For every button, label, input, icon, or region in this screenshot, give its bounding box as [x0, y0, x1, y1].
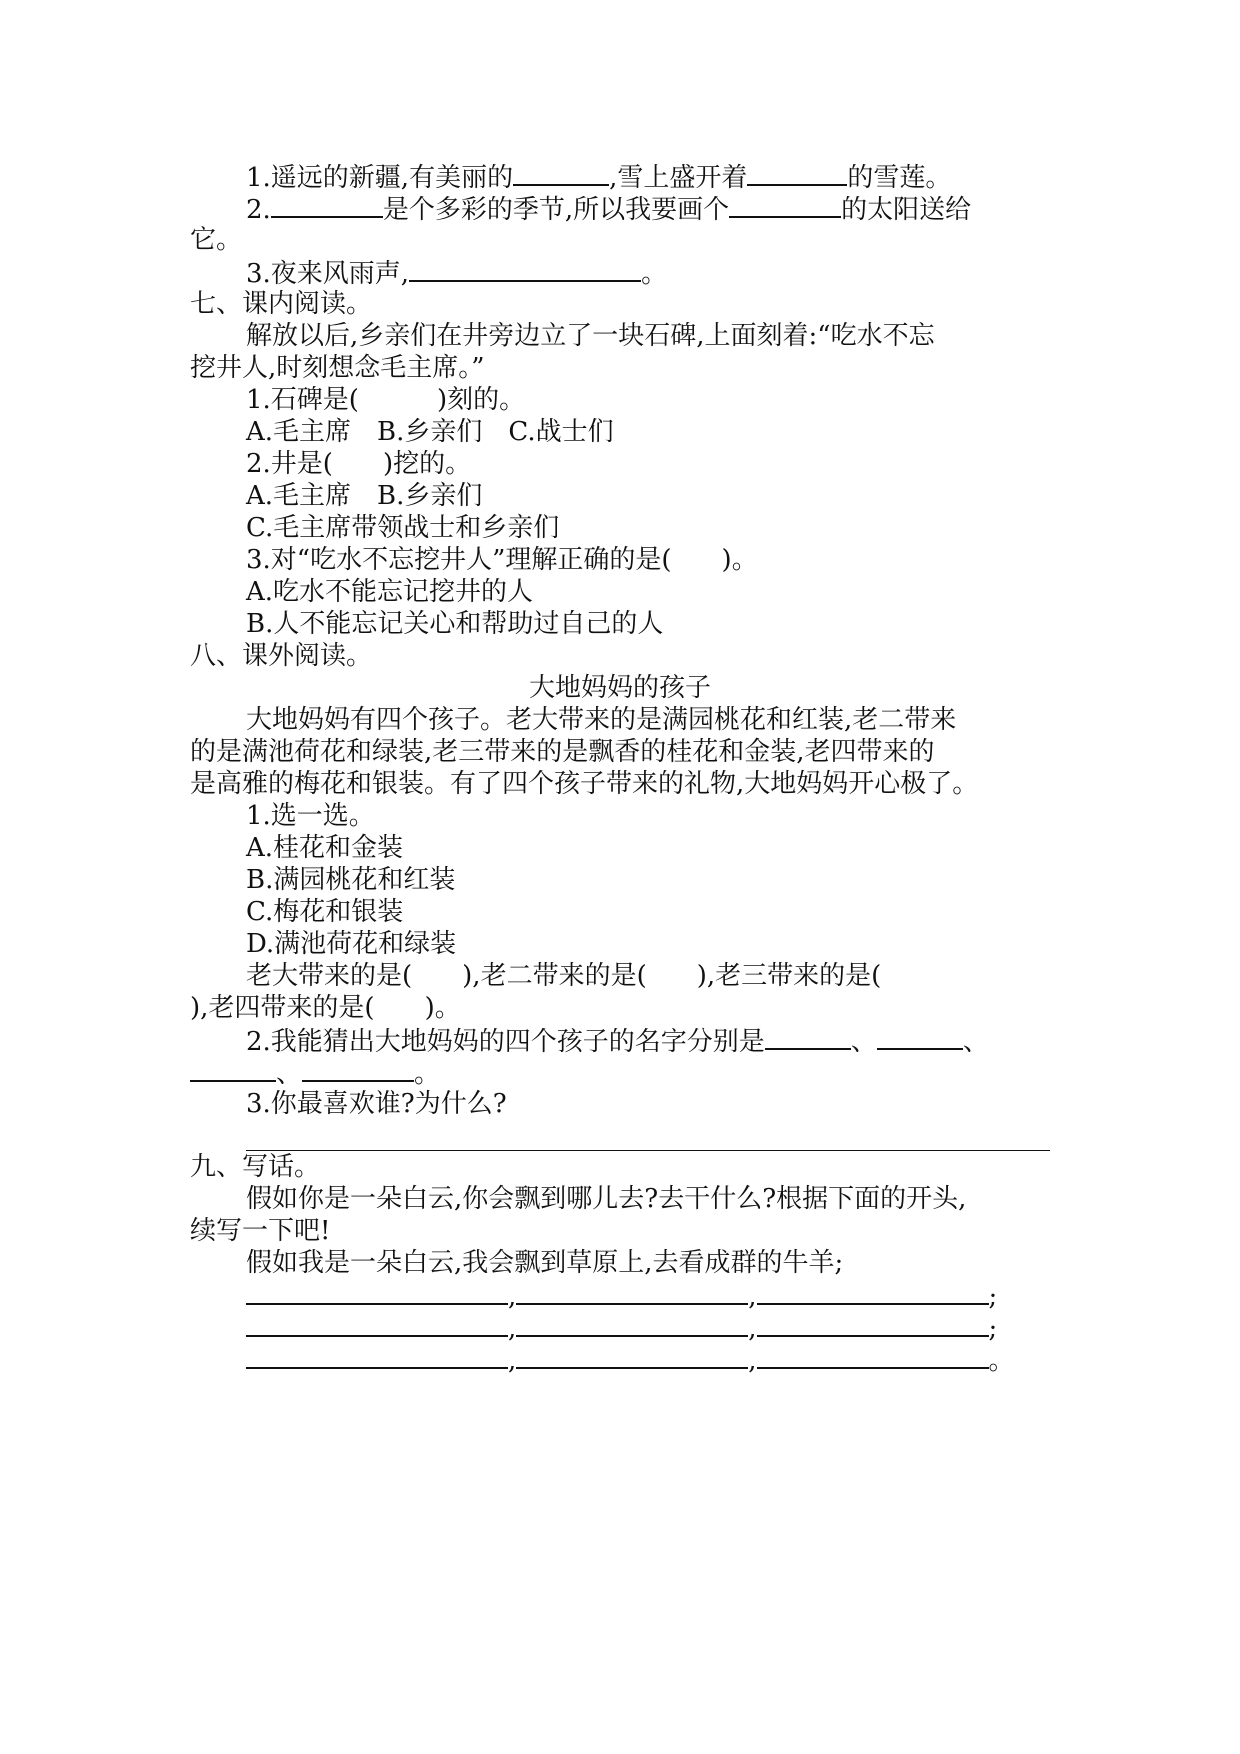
s9-r3-comma-1: ,	[508, 1346, 517, 1376]
s7-q1-options: A.毛主席 B.乡亲们 C.战士们	[246, 417, 614, 447]
s8-question-2	[190, 1024, 1050, 1056]
s9-r3-blank-1[interactable]	[246, 1343, 508, 1369]
s6-q1-blank-2[interactable]	[747, 160, 847, 186]
s7-question-1	[190, 384, 1050, 416]
s9-writing-row-3	[190, 1343, 1050, 1375]
s6-q2-blank-1[interactable]	[271, 192, 383, 218]
s8-paragraph-line-3: 是高雅的梅花和银装。有了四个孩子带来的礼物,大地妈妈开心极了。	[190, 769, 979, 799]
s8-option-b: B.满园桃花和红装	[246, 865, 456, 895]
s8-fill1-text-a: 老大带来的是(	[246, 961, 413, 991]
s7-question-2	[190, 448, 1050, 480]
s6-question-3	[190, 256, 1050, 288]
s8-fill-line-1	[190, 960, 1050, 992]
s8-fill2-text-b: )。	[424, 993, 461, 1023]
s6-q3-blank[interactable]	[409, 256, 641, 282]
worksheet-page	[190, 160, 1050, 1375]
s9-r2-comma-1: ,	[508, 1314, 517, 1344]
s8-question-3: 3.你最喜欢谁?为什么?	[246, 1089, 507, 1119]
s8-q2-sep-3: 、	[276, 1059, 303, 1089]
s9-writing-row-2	[190, 1311, 1050, 1343]
s8-fill-line-2	[190, 992, 1050, 1024]
s7-q3-option-a: A.吃水不能忘记挖井的人	[246, 577, 534, 607]
s7-q3-option-b: B.人不能忘记关心和帮助过自己的人	[246, 609, 664, 639]
s9-writing-row-1	[190, 1279, 1050, 1311]
s9-r1-comma-1: ,	[508, 1282, 517, 1312]
s8-option-a: A.桂花和金装	[246, 833, 404, 863]
s8-fill2-text-a: ),老四带来的是(	[190, 993, 375, 1023]
s6-q3-text-a: 3.夜来风雨声,	[246, 259, 410, 289]
s8-heading: 八、课外阅读。	[190, 641, 373, 671]
s8-option-c: C.梅花和银装	[246, 897, 404, 927]
s8-fill1-text-c: ),老三带来的是(	[696, 961, 882, 991]
s8-question-1: 1.选一选。	[246, 801, 375, 831]
s8-q2-blank-4[interactable]	[302, 1056, 414, 1082]
s7-passage-line-1: 解放以后,乡亲们在井旁边立了一块石碑,上面刻着:“吃水不忘	[246, 321, 935, 351]
s9-r3-blank-2[interactable]	[516, 1343, 748, 1369]
s7-q1-text-b: )刻的。	[436, 385, 526, 415]
s6-q1-text-c: 的雪莲。	[847, 163, 952, 193]
s8-q2-text: 2.我能猜出大地妈妈的四个孩子的名字分别是	[246, 1027, 765, 1057]
s9-prompt-line-2: 续写一下吧!	[190, 1216, 331, 1246]
s8-q2-blank-1[interactable]	[765, 1024, 851, 1050]
s7-question-3	[190, 544, 1050, 576]
s8-paragraph-line-1: 大地妈妈有四个孩子。老大带来的是满园桃花和红装,老二带来	[246, 705, 957, 735]
s8-fill1-text-b: ),老二带来的是(	[462, 961, 647, 991]
s6-question-1	[190, 160, 1050, 192]
s9-r3-comma-2: ,	[748, 1346, 757, 1376]
s6-q1-text-a: 1.遥远的新疆,有美丽的	[246, 163, 514, 193]
s9-r1-blank-3[interactable]	[757, 1279, 989, 1305]
s8-q3-answer-line[interactable]	[246, 1120, 1050, 1151]
s7-q2-text-a: 2.井是(	[246, 449, 333, 479]
s9-r2-end: ;	[988, 1314, 998, 1344]
s6-q2-text-c: 的太阳送给	[841, 195, 972, 225]
s8-q2-blank-3[interactable]	[190, 1056, 276, 1082]
s7-heading: 七、课内阅读。	[190, 289, 373, 319]
s6-q2-text-a: 2.	[246, 195, 271, 225]
s9-r2-blank-3[interactable]	[757, 1311, 989, 1337]
s7-q3-text-b: )。	[721, 545, 758, 575]
s8-paragraph-line-2: 的是满池荷花和绿装,老三带来的是飘香的桂花和金装,老四带来的	[190, 737, 935, 767]
s6-q2-text-b: 是个多彩的季节,所以我要画个	[382, 195, 730, 225]
s8-q2-continuation	[190, 1056, 1050, 1088]
s6-q2-continuation: 它。	[190, 225, 243, 255]
s8-q2-end: 。	[414, 1059, 441, 1089]
s9-r1-comma-2: ,	[748, 1282, 757, 1312]
s9-r1-blank-1[interactable]	[246, 1279, 508, 1305]
s9-r2-blank-1[interactable]	[246, 1311, 508, 1337]
s9-r1-blank-2[interactable]	[516, 1279, 748, 1305]
s6-q1-text-b: ,雪上盛开着	[609, 163, 748, 193]
s8-q2-sep-2: 、	[962, 1027, 989, 1057]
s7-q2-options-2: C.毛主席带领战士和乡亲们	[246, 513, 560, 543]
s8-article-title: 大地妈妈的孩子	[528, 673, 711, 703]
s6-q1-blank-1[interactable]	[513, 160, 609, 186]
s7-q2-options-1: A.毛主席 B.乡亲们	[246, 481, 483, 511]
s7-q1-text-a: 1.石碑是(	[246, 385, 359, 415]
s9-prompt-line-1: 假如你是一朵白云,你会飘到哪儿去?去干什么?根据下面的开头,	[246, 1184, 967, 1214]
s9-r2-blank-2[interactable]	[516, 1311, 748, 1337]
s7-passage-line-2: 挖井人,时刻想念毛主席。”	[190, 353, 485, 383]
s6-question-2	[190, 192, 1050, 224]
s8-q2-blank-2[interactable]	[877, 1024, 963, 1050]
s9-r3-end: 。	[988, 1346, 1015, 1376]
s6-q2-blank-2[interactable]	[729, 192, 841, 218]
s7-q3-text-a: 3.对“吃水不忘挖井人”理解正确的是(	[246, 545, 672, 575]
s8-q2-sep-1: 、	[850, 1027, 877, 1057]
s9-heading: 九、写话。	[190, 1152, 321, 1182]
s9-r3-blank-3[interactable]	[757, 1343, 989, 1369]
s9-r1-end: ;	[988, 1282, 998, 1312]
s8-option-d: D.满池荷花和绿装	[246, 929, 457, 959]
s6-q3-text-b: 。	[641, 259, 668, 289]
s9-r2-comma-2: ,	[748, 1314, 757, 1344]
s9-starter-sentence: 假如我是一朵白云,我会飘到草原上,去看成群的牛羊;	[246, 1248, 844, 1278]
s7-q2-text-b: )挖的。	[382, 449, 472, 479]
